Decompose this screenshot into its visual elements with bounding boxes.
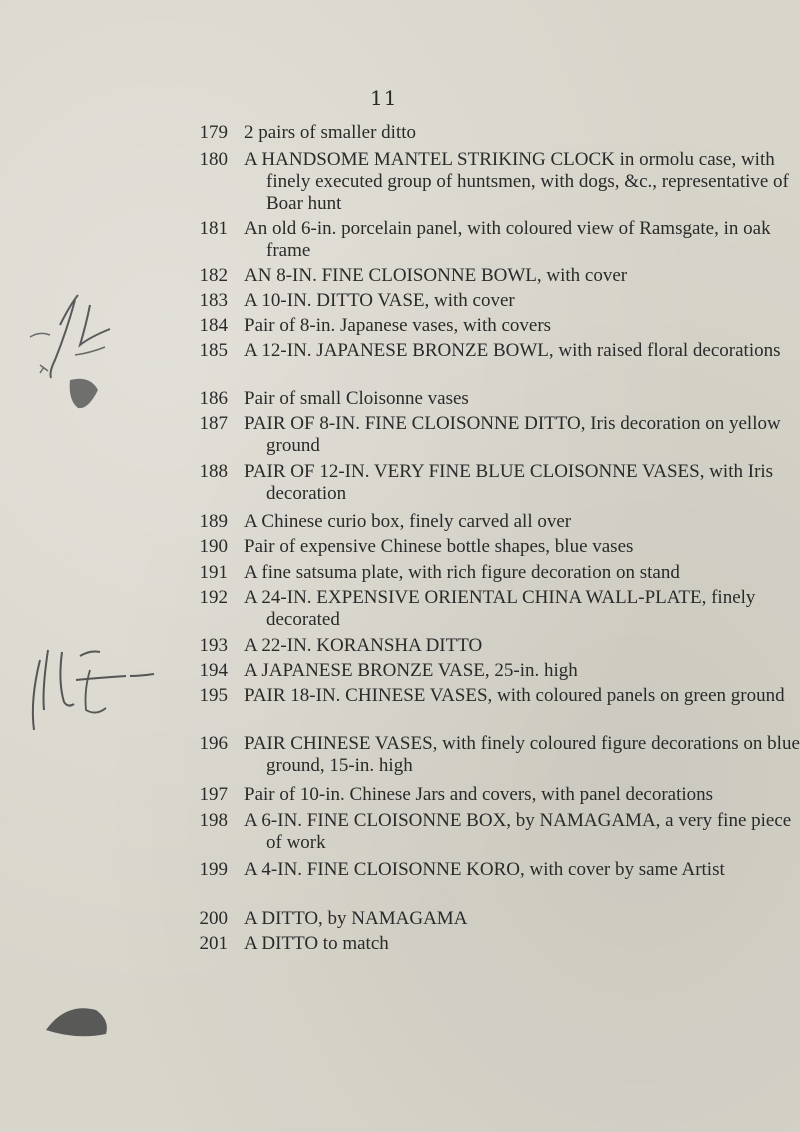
handwritten-annotation-b <box>10 630 170 760</box>
lot-number: 180 <box>199 149 228 170</box>
lot-number: 188 <box>199 461 228 482</box>
lot-number: 185 <box>199 340 228 361</box>
lot-number: 194 <box>199 660 228 681</box>
lot-description: AN 8-IN. FINE CLOISONNE BOWL, with cover <box>244 265 628 286</box>
lot-description: A DITTO to match <box>244 933 389 954</box>
lot-description: Pair of expensive Chinese bottle shapes, blue vases <box>244 536 634 557</box>
lot-description: PAIR OF 12-IN. VERY FINE BLUE CLOISONNE VASES, with Iris decoration <box>244 461 774 504</box>
lot-number: 198 <box>199 810 228 831</box>
lot-description: A 10-IN. DITTO VASE, with cover <box>244 290 515 311</box>
lot-description: A JAPANESE BRONZE VASE, 25-in. high <box>244 660 578 681</box>
lot-description: A 22-IN. KORANSHA DITTO <box>244 635 483 656</box>
lot-description: A 4-IN. FINE CLOISONNE KORO, with cover by same Artist <box>244 859 725 880</box>
lot-description: PAIR OF 8-IN. FINE CLOISONNE DITTO, Iris decoration on yellow ground <box>244 413 781 456</box>
lot-number: 196 <box>199 733 228 754</box>
lot-number: 187 <box>199 413 228 434</box>
lot-number: 201 <box>199 933 228 954</box>
lot-number: 195 <box>199 685 228 706</box>
lot-description: A 24-IN. EXPENSIVE ORIENTAL CHINA WALL-PLATE, finely decorated <box>244 587 756 630</box>
lot-description: A HANDSOME MANTEL STRIKING CLOCK in ormolu case, with finely executed group of huntsmen, with dogs, &c., representative of Boar hunt <box>244 149 789 214</box>
lot-number: 183 <box>199 290 228 311</box>
lot-number: 192 <box>199 587 228 608</box>
lot-description: A 6-IN. FINE CLOISONNE BOX, by NAMAGAMA, a very fine piece of work <box>244 810 792 853</box>
lot-description: 2 pairs of smaller ditto <box>244 122 417 143</box>
lot-description: Pair of 8-in. Japanese vases, with covers <box>244 315 552 336</box>
lot-description: An old 6-in. porcelain panel, with coloured view of Ramsgate, in oak frame <box>244 218 771 261</box>
pencil-smudge-bottom <box>40 1000 120 1050</box>
lot-number: 193 <box>199 635 228 656</box>
lot-number: 200 <box>199 908 228 929</box>
lot-number: 199 <box>199 859 228 880</box>
lot-description: Pair of 10-in. Chinese Jars and covers, with panel decorations <box>244 784 714 805</box>
lot-number: 182 <box>199 265 228 286</box>
lot-number: 184 <box>199 315 228 336</box>
lot-description: A DITTO, by NAMAGAMA <box>244 908 468 929</box>
lot-description: A fine satsuma plate, with rich figure decoration on stand <box>244 562 680 583</box>
lot-description: A 12-IN. JAPANESE BRONZE BOWL, with raised floral decorations <box>244 340 781 361</box>
lot-number: 191 <box>199 562 228 583</box>
lot-description: PAIR CHINESE VASES, with finely coloured figure decorations on blue ground, 15-in. high <box>244 733 800 776</box>
lot-number: 186 <box>199 388 228 409</box>
lot-number: 181 <box>199 218 228 239</box>
pencil-smudge <box>60 370 110 420</box>
lot-description: Pair of small Cloisonne vases <box>244 388 469 409</box>
lot-description: PAIR 18-IN. CHINESE VASES, with coloured panels on green ground <box>244 685 785 706</box>
lot-number: 189 <box>199 511 228 532</box>
page-number: 11 <box>370 86 398 110</box>
lot-number: 197 <box>199 784 228 805</box>
lot-number: 179 <box>199 122 228 143</box>
lot-description: A Chinese curio box, finely carved all over <box>244 511 572 532</box>
lot-number: 190 <box>199 536 228 557</box>
